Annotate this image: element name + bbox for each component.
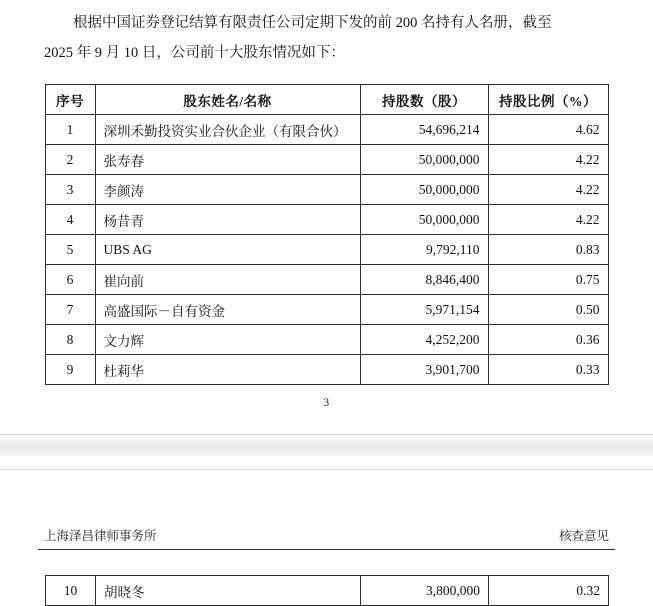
cell-no: 1 <box>45 115 95 145</box>
paragraph-line-1 <box>0 8 653 38</box>
cell-shares: 3,800,000 <box>361 576 489 606</box>
continued-holders-table <box>45 575 609 606</box>
intro-paragraph <box>0 0 653 68</box>
cell-percent: 0.32 <box>489 576 609 606</box>
cell-percent: 0.75 <box>488 265 608 295</box>
column-header-no: 序号 <box>45 85 95 115</box>
page-break-line-top <box>0 434 653 435</box>
cell-name: 高盛国际－自有资金 <box>95 295 360 325</box>
cell-shares: 4,252,200 <box>360 325 488 355</box>
cell-name: UBS AG <box>95 235 360 265</box>
footer-doc-type: 核查意见 <box>558 529 609 543</box>
cell-percent: 4.62 <box>488 115 608 145</box>
footer <box>0 526 653 544</box>
table-header-row <box>45 85 608 115</box>
table-row <box>45 325 608 355</box>
cell-percent: 0.50 <box>488 295 608 325</box>
cell-percent: 0.33 <box>488 355 608 385</box>
table-row <box>45 265 608 295</box>
page-break-separator <box>0 434 653 456</box>
cell-percent: 0.83 <box>488 235 608 265</box>
footer-divider <box>38 549 615 550</box>
cell-no: 4 <box>45 205 95 235</box>
column-header-name: 股东姓名/名称 <box>95 85 360 115</box>
cell-no: 8 <box>45 325 95 355</box>
cell-shares: 9,792,110 <box>360 235 488 265</box>
table-row <box>45 355 608 385</box>
cell-percent: 0.36 <box>488 325 608 355</box>
cell-name: 张寿春 <box>95 145 360 175</box>
column-header-shares: 持股数（股） <box>360 85 488 115</box>
page-break-line-bottom <box>0 469 653 470</box>
footer-firm-name: 上海泽昌律师事务所 <box>44 529 157 543</box>
cell-name: 胡晓冬 <box>96 576 361 606</box>
cell-name: 崔向前 <box>95 265 360 295</box>
cell-percent: 4.22 <box>488 205 608 235</box>
cell-no: 6 <box>45 265 95 295</box>
cell-name: 深圳禾勤投资实业合伙企业（有限合伙） <box>95 115 360 145</box>
table-row <box>46 576 609 606</box>
cell-shares: 54,696,214 <box>360 115 488 145</box>
table-row <box>45 145 608 175</box>
table-row <box>45 235 608 265</box>
cell-percent: 4.22 <box>488 175 608 205</box>
top-holders-table <box>45 84 609 385</box>
cell-shares: 8,846,400 <box>360 265 488 295</box>
cell-shares: 50,000,000 <box>360 205 488 235</box>
table-row <box>45 175 608 205</box>
cell-name: 杜莉华 <box>95 355 360 385</box>
cell-no: 7 <box>45 295 95 325</box>
cell-no: 10 <box>46 576 96 606</box>
cell-name: 杨昔青 <box>95 205 360 235</box>
column-header-percent: 持股比例（%） <box>488 85 608 115</box>
paragraph-text-1: 根据中国证券登记结算有限责任公司定期下发的前 200 名持有人名册，截至 <box>73 15 552 31</box>
cell-name: 李颜涛 <box>95 175 360 205</box>
paragraph-text-2: 2025 年 9 月 10 日，公司前十大股东情况如下： <box>44 45 345 61</box>
table-row <box>45 205 608 235</box>
cell-shares: 5,971,154 <box>360 295 488 325</box>
page-number: 3 <box>323 397 330 409</box>
cell-no: 2 <box>45 145 95 175</box>
cell-shares: 3,901,700 <box>360 355 488 385</box>
cell-name: 文力辉 <box>95 325 360 355</box>
cell-no: 9 <box>45 355 95 385</box>
cell-shares: 50,000,000 <box>360 145 488 175</box>
table-row <box>45 295 608 325</box>
cell-shares: 50,000,000 <box>360 175 488 205</box>
cell-no: 3 <box>45 175 95 205</box>
cell-no: 5 <box>45 235 95 265</box>
paragraph-line-2 <box>0 38 653 68</box>
cell-percent: 4.22 <box>488 145 608 175</box>
table-row <box>45 115 608 145</box>
